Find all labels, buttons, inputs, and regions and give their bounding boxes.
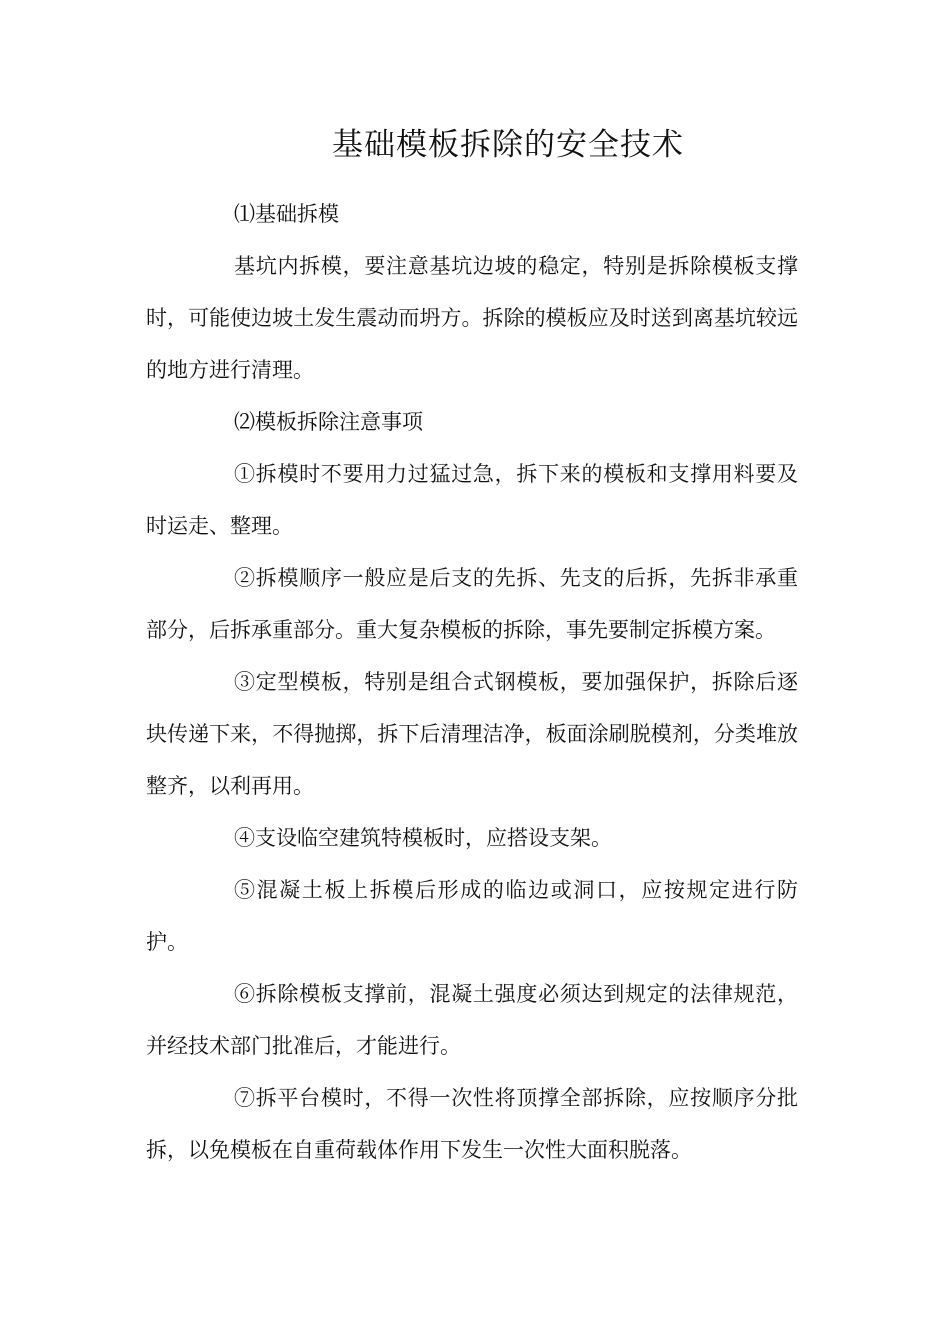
- note-item-7: ⑦拆平台模时，不得一次性将顶撑全部拆除，应按顺序分批拆，以免模板在自重荷载体作用下发生一次性大面积脱落。: [146, 1086, 798, 1162]
- paragraph-foundation-pit-removal: 基坑内拆模，要注意基坑边坡的稳定，特别是拆除模板支撑时，可能使边坡土发生震动而坍方。拆除的模板应及时送到离基坑较远的地方进行清理。: [146, 254, 798, 382]
- note-item-6: ⑥拆除模板支撑前，混凝土强度必须达到规定的法律规范，并经技术部门批准后，才能进行。: [146, 982, 798, 1058]
- section-heading-removal-notes: ⑵模板拆除注意事项: [234, 410, 423, 434]
- section-heading-foundation-removal: ⑴基础拆模: [234, 202, 339, 226]
- note-item-4: ④支设临空建筑特模板时，应搭设支架。: [234, 826, 612, 850]
- document-title: 基础模板拆除的安全技术: [332, 127, 684, 163]
- note-item-5: ⑤混凝土板上拆模后形成的临边或洞口，应按规定进行防护。: [146, 878, 798, 954]
- note-item-1: ①拆模时不要用力过猛过急，拆下来的模板和支撑用料要及时运走、整理。: [146, 462, 798, 538]
- document-body: [146, 188, 798, 1176]
- note-item-3: ③定型模板，特别是组合式钢模板，要加强保护，拆除后逐块传递下来，不得抛掷，拆下后清理洁净，板面涂刷脱模剂，分类堆放整齐，以利再用。: [146, 670, 798, 798]
- note-item-2: ②拆模顺序一般应是后支的先拆、先支的后拆，先拆非承重部分，后拆承重部分。重大复杂模板的拆除，事先要制定拆模方案。: [146, 566, 798, 642]
